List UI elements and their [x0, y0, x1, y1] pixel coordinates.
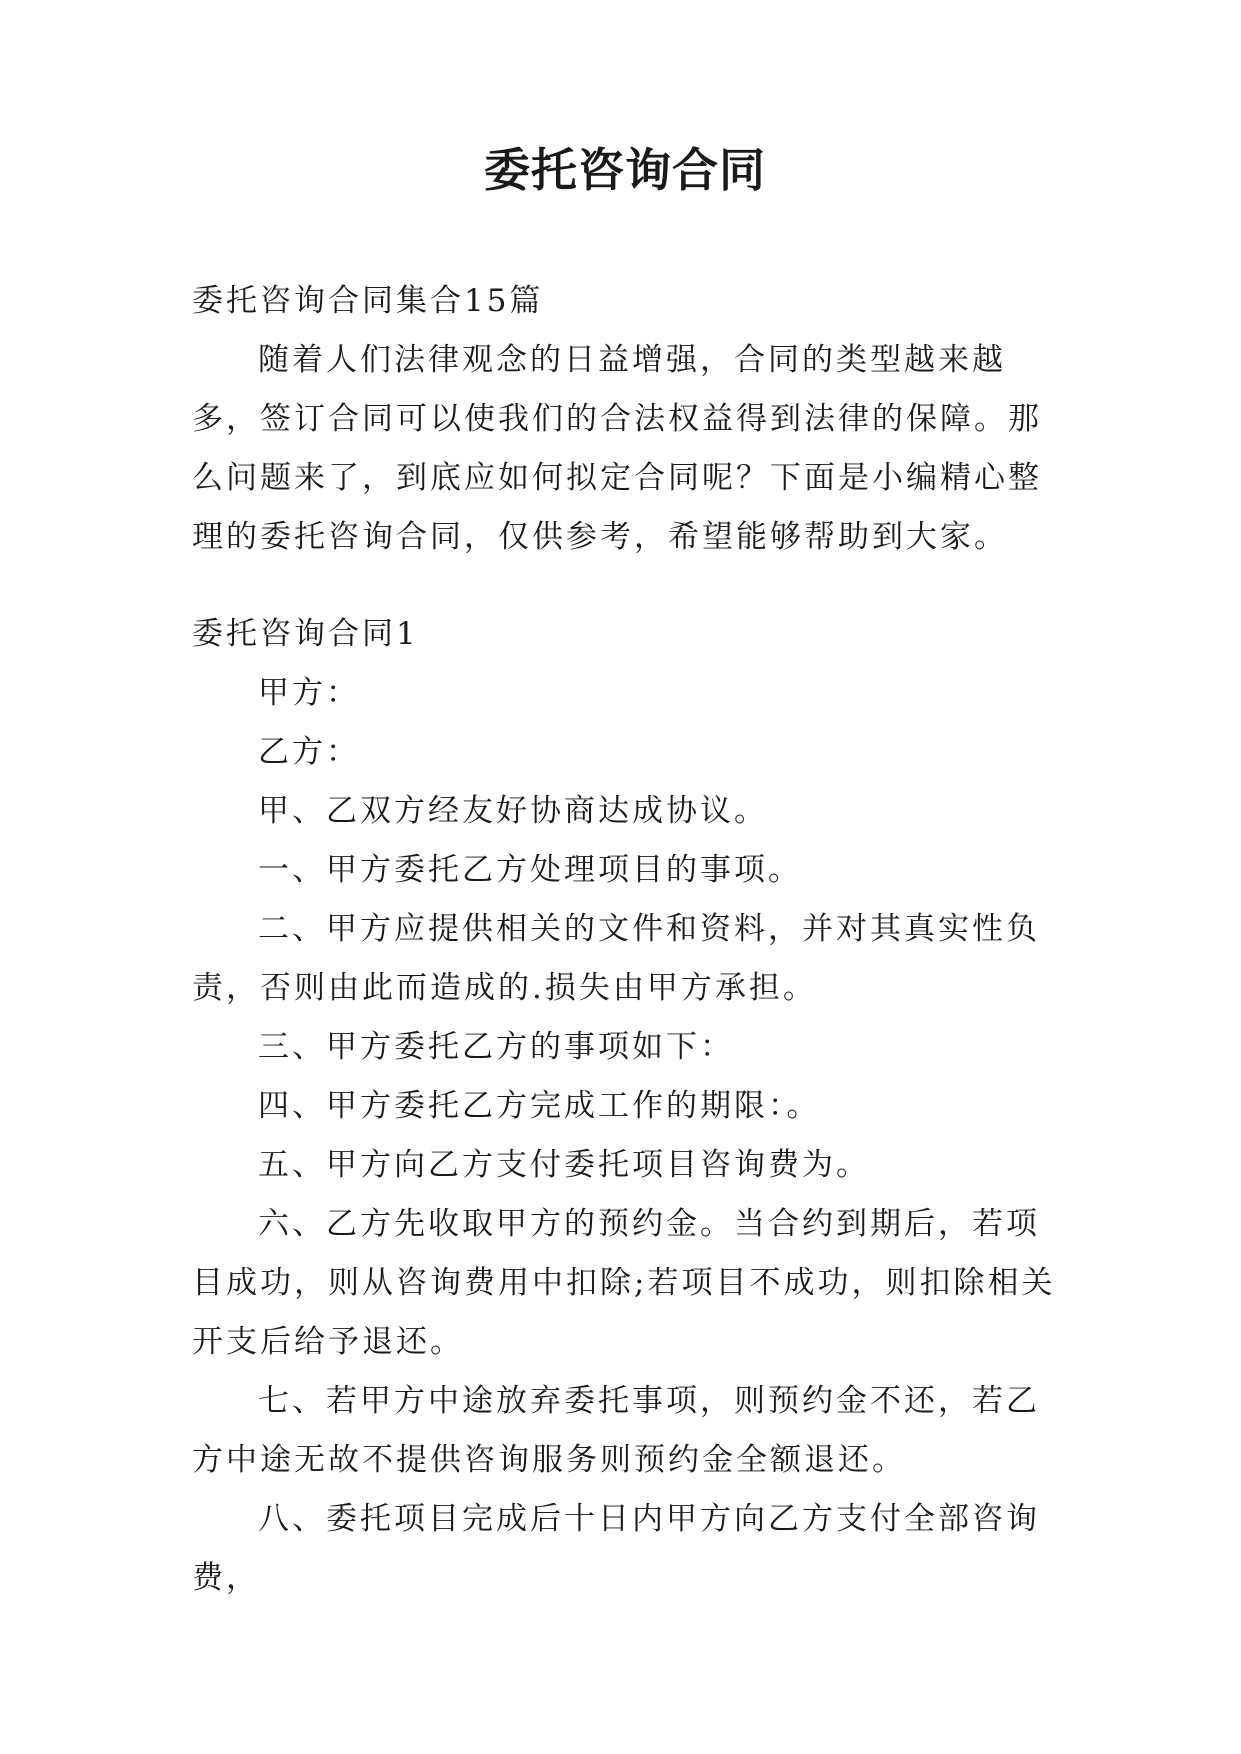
page-title: 委托咨询合同 [484, 143, 766, 197]
party-b-line: 乙方： [258, 734, 360, 770]
clause-3: 三、甲方委托乙方的事项如下： [258, 1029, 734, 1065]
clause-7: 七、若甲方中途放弃委托事项，则预约金不还，若乙方中途无故不提供咨询服务则预约金全额退还。 [192, 1383, 1040, 1478]
section-heading: 委托咨询合同1 [192, 616, 419, 652]
party-a-line: 甲方： [258, 675, 360, 711]
section-gap [192, 567, 1058, 605]
clause-6: 六、乙方先收取甲方的预约金。当合约到期后，若项目成功，则从咨询费用中扣除;若项目不成功，则扣除相关开支后给予退还。 [192, 1206, 1056, 1360]
clause-8: 八、委托项目完成后十日内甲方向乙方支付全部咨询费， [192, 1501, 1040, 1596]
agreement-line: 甲、乙双方经友好协商达成协议。 [258, 793, 768, 829]
intro-paragraph: 随着人们法律观念的日益增强，合同的类型越来越多，签订合同可以使我们的合法权益得到法律的保障。那么问题来了，到底应如何拟定合同呢？下面是小编精心整理的委托咨询合同，仅供参考，希望能够帮助到大家。 [192, 342, 1042, 555]
clause-2: 二、甲方应提供相关的文件和资料，并对其真实性负责，否则由此而造成的.损失由甲方承担。 [192, 911, 1040, 1006]
clause-4: 四、甲方委托乙方完成工作的期限：。 [258, 1088, 821, 1124]
collection-heading: 委托咨询合同集合15篇 [192, 283, 544, 319]
document-page [192, 140, 1058, 1608]
clause-1: 一、甲方委托乙方处理项目的事项。 [258, 852, 802, 888]
clause-5: 五、甲方向乙方支付委托项目咨询费为。 [258, 1147, 870, 1183]
